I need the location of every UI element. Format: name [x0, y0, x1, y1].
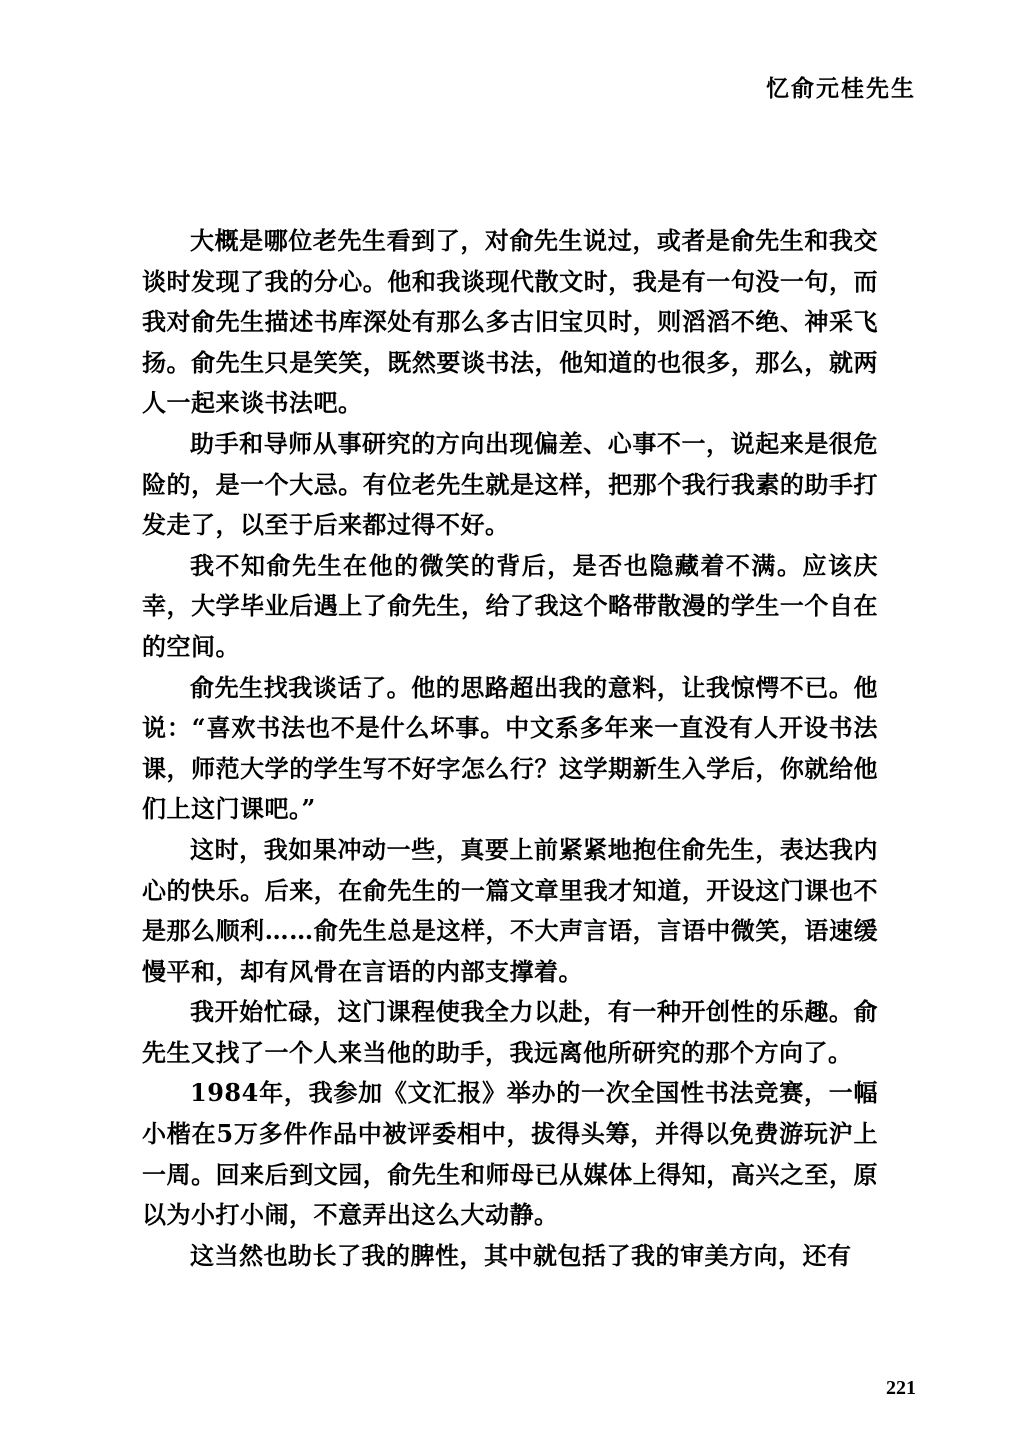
paragraph: 我不知俞先生在他的微笑的背后，是否也隐藏着不满。应该庆幸，大学毕业后遇上了俞先生，给了我这个略带散漫的学生一个自在的空间。 [142, 550, 878, 661]
body-text [142, 221, 878, 1276]
paragraph: 助手和导师从事研究的方向出现偏差、心事不一，说起来是很危险的，是一个大忌。有位老先生就是这样，把那个我行我素的助手打发走了，以至于后来都过得不好。 [142, 428, 878, 540]
paragraph: 大概是哪位老先生看到了，对俞先生说过，或者是俞先生和我交谈时发现了我的分心。他和我谈现代散文时，我是有一句没一句，而我对俞先生描述书库深处有那么多古旧宝贝时，则滔滔不绝、神采飞扬。俞先生只是笑笑，既然要谈书法，他知道的也很多，那么，就两人一起来谈书法吧。 [142, 226, 878, 418]
page-number: 221 [886, 1377, 916, 1399]
paragraph: 我开始忙碌，这门课程使我全力以赴，有一种开创性的乐趣。俞先生又找了一个人来当他的助手，我远离他所研究的那个方向了。 [142, 997, 878, 1067]
running-head-title: 忆俞元桂先生 [766, 75, 916, 102]
paragraph: 这当然也助长了我的脾性，其中就包括了我的审美方向，还有 [190, 1240, 852, 1270]
paragraph: 俞先生找我谈话了。他的思路超出我的意料，让我惊愕不已。他说：“喜欢书法也不是什么坏事。中文系多年来一直没有人开设书法课，师范大学的学生写不好字怎么行？这学期新生入学后，你就给他们上这门课吧。” [142, 672, 878, 824]
paragraph: 这时，我如果冲动一些，真要上前紧紧地抱住俞先生，表达我内心的快乐。后来，在俞先生的一篇文章里我才知道，开设这门课也不是那么顺利……俞先生总是这样，不大声言语，言语中微笑，语速缓慢平和，却有风骨在言语的内部支撑着。 [142, 834, 878, 986]
paragraph: 1984年，我参加《文汇报》举办的一次全国性书法竞赛，一幅小楷在5万多件作品中被评委相中，拔得头筹，并得以免费游玩沪上一周。回来后到文园，俞先生和师母已从媒体上得知，高兴之至，原以为小打小闹，不意弄出这么大动静。 [142, 1078, 878, 1230]
